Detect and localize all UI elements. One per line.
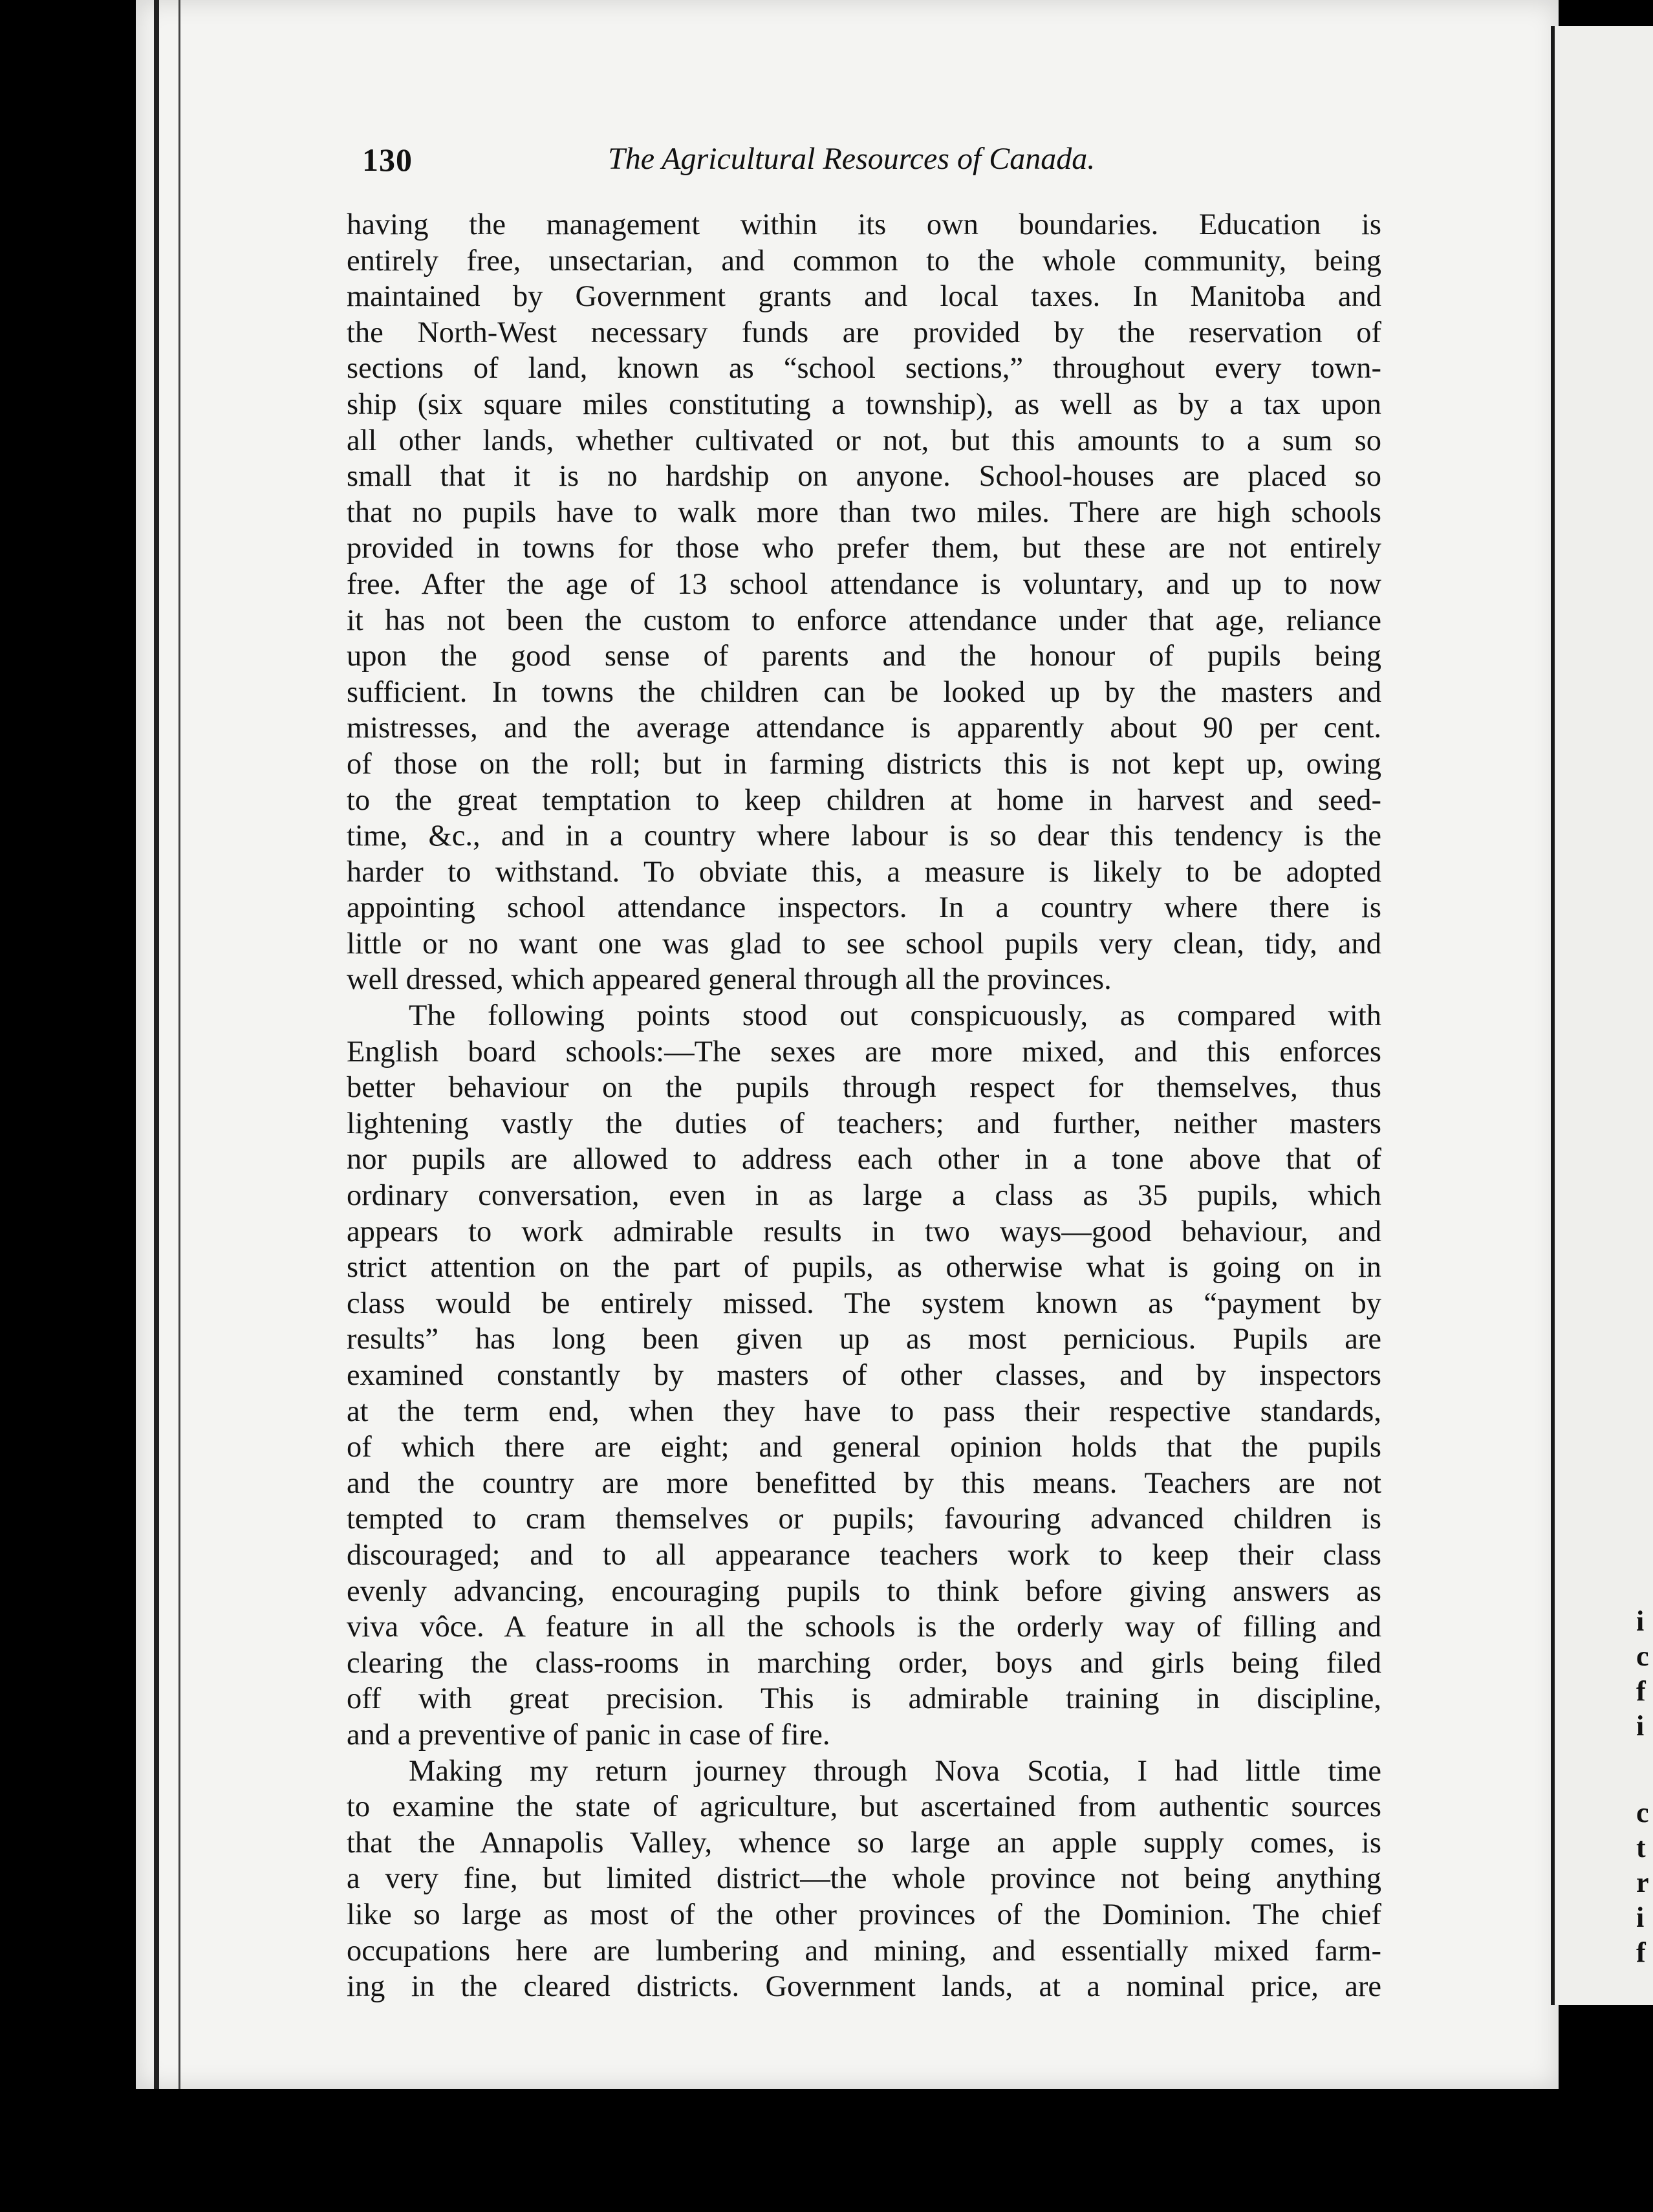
text-line: of which there are eight; and general opinion holds that the pupils xyxy=(347,1431,1381,1464)
text-line: harder to withstand. To obviate this, a measure is likely to be adopted xyxy=(347,855,1381,889)
text-line: viva vôce. A feature in all the schools is the orderly way of filling and xyxy=(347,1610,1381,1644)
text-line: lightening vastly the duties of teachers; and further, neither masters xyxy=(347,1107,1381,1140)
page-gutter-line-inner xyxy=(178,0,180,2089)
text-line: of those on the roll; but in farming districts this is not kept up, owing xyxy=(347,747,1381,781)
text-line: and a preventive of panic in case of fire. xyxy=(347,1718,830,1751)
page-header xyxy=(362,141,1203,186)
facing-page-text-fragments xyxy=(1636,1604,1653,1970)
text-line: evenly advancing, encouraging pupils to think before giving answers as xyxy=(347,1574,1381,1608)
text-line: off with great precision. This is admirable training in discipline, xyxy=(347,1682,1381,1716)
text-line: the North-West necessary funds are provided by the reservation of xyxy=(347,316,1381,349)
text-line: clearing the class-rooms in marching order, boys and girls being filed xyxy=(347,1646,1381,1680)
text-line: strict attention on the part of pupils, as otherwise what is going on in xyxy=(347,1251,1381,1285)
text-line: time, &c., and in a country where labour is so dear this tendency is the xyxy=(347,819,1381,853)
text-line: like so large as most of the other provinces of the Dominion. The chief xyxy=(347,1898,1381,1931)
page-gutter-line xyxy=(154,0,159,2089)
text-line: provided in towns for those who prefer them, but these are not entirely xyxy=(347,532,1381,565)
page-number: 130 xyxy=(362,142,413,178)
facing-page-fragment: r xyxy=(1636,1867,1649,1898)
facing-page-fragment: i xyxy=(1636,1605,1645,1637)
text-line: a very fine, but limited district—the whole province not being anything xyxy=(347,1862,1381,1896)
text-line: and the country are more benefitted by this means. Teachers are not xyxy=(347,1466,1381,1500)
running-title: The Agricultural Resources of Canada. xyxy=(608,142,1096,176)
facing-page-fragment: f xyxy=(1636,1936,1646,1968)
text-line: occupations here are lumbering and mining, and essentially mixed farm- xyxy=(347,1934,1381,1968)
text-line: class would be entirely missed. The system known as “payment by xyxy=(347,1286,1381,1320)
facing-page-fragment: i xyxy=(1636,1710,1645,1742)
text-line: results” has long been given up as most pernicious. Pupils are xyxy=(347,1323,1381,1356)
text-line: sufficient. In towns the children can be looked up by the masters and xyxy=(347,675,1381,709)
text-line: at the term end, when they have to pass their respective standards, xyxy=(347,1394,1381,1428)
facing-page-fragment: f xyxy=(1636,1675,1646,1707)
text-line: examined constantly by masters of other classes, and by inspectors xyxy=(347,1359,1381,1392)
text-line: ordinary conversation, even in as large a class as 35 pupils, which xyxy=(347,1179,1381,1213)
text-line: mistresses, and the average attendance is apparently about 90 per cent. xyxy=(347,711,1381,745)
text-line: little or no want one was glad to see school pupils very clean, tidy, and xyxy=(347,927,1381,960)
text-line: better behaviour on the pupils through respect for themselves, thus xyxy=(347,1071,1381,1105)
text-line: English board schools:—The sexes are more mixed, and this enforces xyxy=(347,1035,1381,1068)
text-line: entirely free, unsectarian, and common to the whole community, being xyxy=(347,244,1381,277)
text-line: sections of land, known as “school sections,” throughout every town- xyxy=(347,352,1381,385)
text-line: appears to work admirable results in two ways—good behaviour, and xyxy=(347,1215,1381,1248)
facing-page-fragment: c xyxy=(1636,1640,1649,1672)
text-line: well dressed, which appeared general through all the provinces. xyxy=(347,963,1112,997)
text-line: having the management within its own boundaries. Education is xyxy=(347,208,1381,241)
text-line: maintained by Government grants and local taxes. In Manitoba and xyxy=(347,280,1381,314)
text-line: The following points stood out conspicuously, as compared with xyxy=(409,999,1381,1033)
facing-page-fragment: i xyxy=(1636,1902,1645,1933)
text-line: Making my return journey through Nova Scotia, I had little time xyxy=(409,1754,1381,1788)
text-line: ing in the cleared districts. Government lands, at a nominal price, are xyxy=(347,1970,1381,2004)
text-line: free. After the age of 13 school attendance is voluntary, and up to now xyxy=(347,567,1381,601)
text-line: it has not been the custom to enforce attendance under that age, reliance xyxy=(347,603,1381,637)
facing-page-fragment: t xyxy=(1636,1832,1646,1863)
text-line: ship (six square miles constituting a township), as well as by a tax upon xyxy=(347,387,1381,421)
text-line: to the great temptation to keep children at home in harvest and seed- xyxy=(347,783,1381,817)
scan-bottom-edge xyxy=(136,2089,1559,2212)
text-line: nor pupils are allowed to address each other in a tone above that of xyxy=(347,1143,1381,1176)
text-line: that no pupils have to walk more than two miles. There are high schools xyxy=(347,495,1381,529)
text-line: upon the good sense of parents and the honour of pupils being xyxy=(347,640,1381,673)
text-line: appointing school attendance inspectors. In a country where there is xyxy=(347,891,1381,925)
text-line: all other lands, whether cultivated or not, but this amounts to a sum so xyxy=(347,424,1381,457)
text-line: tempted to cram themselves or pupils; favouring advanced children is xyxy=(347,1502,1381,1536)
text-line: that the Annapolis Valley, whence so large an apple supply comes, is xyxy=(347,1826,1381,1860)
text-line: to examine the state of agriculture, but ascertained from authentic sources xyxy=(347,1790,1381,1824)
text-line: small that it is no hardship on anyone. School-houses are placed so xyxy=(347,460,1381,493)
body-text xyxy=(347,207,1381,2005)
facing-page-fragment: c xyxy=(1636,1797,1649,1828)
text-line: discouraged; and to all appearance teachers work to keep their class xyxy=(347,1538,1381,1572)
